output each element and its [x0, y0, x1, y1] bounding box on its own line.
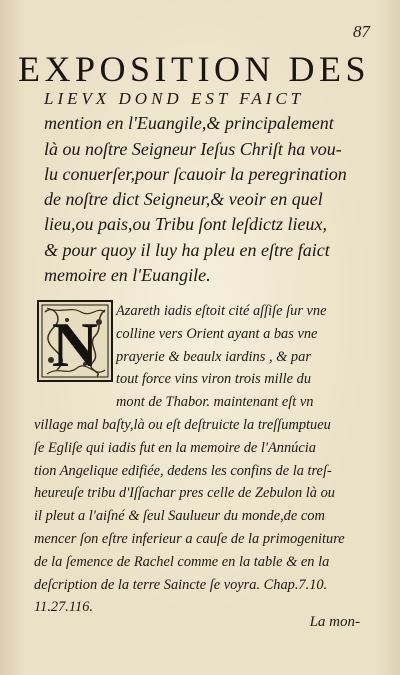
body-line: 11.27.116.: [34, 599, 94, 616]
catchword: La mon-: [309, 614, 360, 630]
intro-line: & pour quoy il luy ha pleu en eſtre faict: [44, 239, 330, 260]
intro-line: mention en l'Euangile,& principalement: [44, 113, 334, 134]
body-line: il pleut a l'aiſné & ſeul Saulueur du monde,de com: [34, 508, 325, 525]
intro-line: memoire en l'Euangile.: [44, 265, 211, 286]
intro-paragraph: [44, 86, 394, 288]
body-line: tout force vins viron trois mille du: [116, 371, 312, 388]
intro-line: là ou noſtre Seigneur Ieſus Chriſt ha vou-: [44, 138, 342, 159]
body-line: de la ſemence de Rachel comme en la table & en la: [34, 553, 330, 570]
body-line: mont de Thabor. maintenant eſt vn: [116, 394, 314, 411]
intro-line: lieu,ou pais,ou Tribu ſont leſdictz lieux,: [44, 214, 327, 235]
page-title: EXPOSITION DES: [18, 49, 371, 89]
intro-line: lu conuerſer,pour ſcauoir la peregrination: [44, 163, 347, 184]
body-line: tion Angelique edifiée, dedens les confins de la treſ-: [34, 462, 332, 479]
body-line: deſcription de la terre Saincte ſe voyra. Chap.7.10.: [34, 576, 328, 593]
intro-line: LIEVX DOND EST FAICT: [44, 89, 305, 108]
body-paragraph: [34, 300, 370, 619]
body-line: Azareth iadis eſtoit cité aſſiſe ſur vne: [116, 303, 327, 319]
body-line: colline vers Orient ayant a bas vne: [116, 325, 318, 342]
body-line: ſe Egliſe qui iadis fut en la memoire de l'Annúcia: [34, 439, 316, 456]
body-line: prayerie & beaulx iardins , & par: [116, 348, 311, 365]
page-number: 87: [353, 22, 370, 41]
body-line: heureuſe tribu d'Iſſachar pres celle de Zebulon là ou: [34, 485, 335, 502]
body-line: mencer ſon eſtre inferieur a cauſe de la primogeniture: [34, 530, 345, 547]
svg-text:N: N: [51, 309, 99, 380]
body-line: village mal baſty,là ou eſt deſtruicte la treſſumptueu: [34, 416, 331, 433]
intro-line: de noſtre dict Seigneur,& veoir en quel: [44, 189, 323, 210]
